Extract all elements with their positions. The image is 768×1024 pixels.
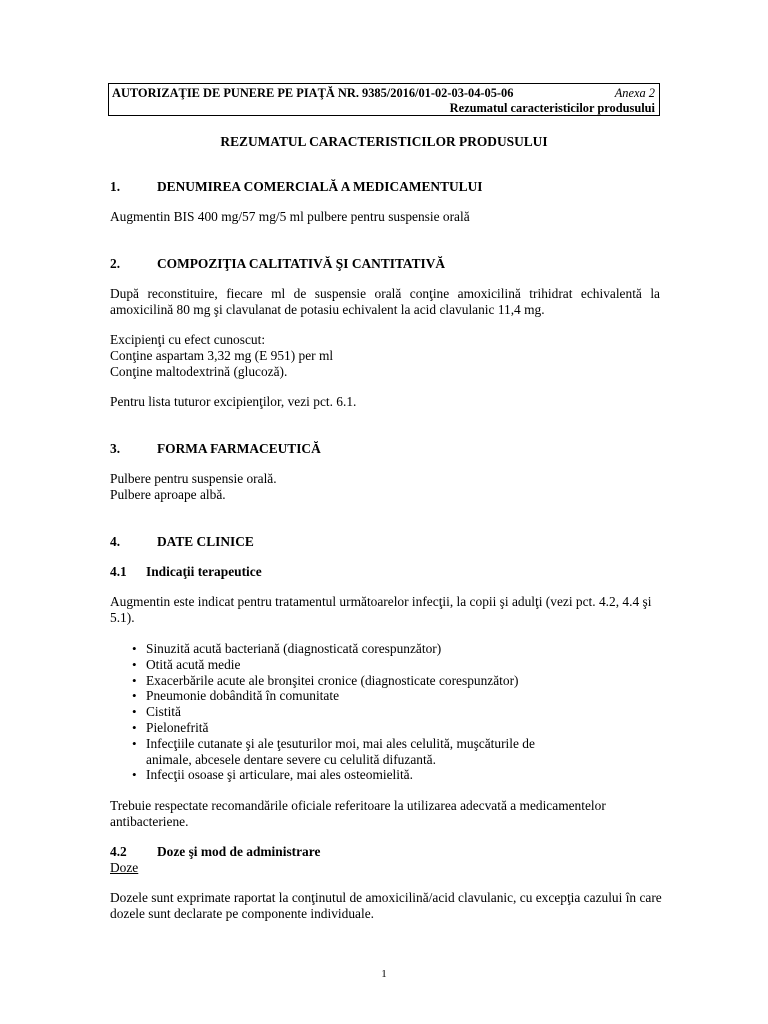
document-title: REZUMATUL CARACTERISTICILOR PRODUSULUI [220, 134, 548, 149]
excipients-reference: Pentru lista tuturor excipienţilor, vezi pct. 6.1. [110, 394, 357, 409]
product-name-text: Augmentin BIS 400 mg/57 mg/5 ml pulbere pentru suspensie orală [110, 209, 470, 224]
section-title: COMPOZIŢIA CALITATIVĂ ŞI CANTITATIVĂ [157, 256, 446, 271]
list-item: • Cistită [110, 704, 670, 720]
excipient-maltodextrin: Conţine maltodextrină (glucoză). [110, 364, 288, 379]
list-item: • Sinuzită acută bacteriană (diagnosticată corespunzător) [110, 641, 670, 657]
excipient-aspartam: Conţine aspartam 3,32 mg (E 951) per ml [110, 348, 334, 363]
indications-closing: Trebuie respectate recomandările oficiale referitoare la utilizarea adecvată a medicamentelor antibacteriene. [110, 798, 606, 829]
section-title: DATE CLINICE [157, 534, 254, 549]
section-number: 3. [110, 441, 121, 456]
section-title: FORMA FARMACEUTICĂ [157, 441, 321, 456]
section-4-heading [110, 534, 254, 550]
header-box [108, 83, 660, 116]
composition-paragraph: După reconstituire, fiecare ml de suspensie orală conţine amoxicilină trihidrat echivalentă la amoxicilină 80 mg şi clavulanat de potasiu echivalent la acid clavulanic 11,4 mg. [110, 286, 660, 317]
excipients-label: Excipienţi cu efect cunoscut: [110, 332, 266, 347]
list-item: • Pneumonie dobândită în comunitate [110, 688, 670, 704]
annex-title: Rezumatul caracteristicilor produsului [449, 101, 655, 115]
section-number: 2. [110, 256, 121, 271]
section-4-1-heading [110, 564, 262, 580]
list-item: • Infecţiile cutanate şi ale ţesuturilor moi, mai ales celulită, muşcăturile de animale, abcesele dentare severe cu celulită difuzantă. [110, 736, 670, 768]
section-2-heading [110, 256, 445, 272]
indications-intro: Augmentin este indicat pentru tratamentul următoarelor infecţii, la copii şi adulţi (vezi pct. 4.2, 4.4 şi 5.1). [110, 594, 652, 625]
section-1-heading [110, 179, 483, 195]
list-item: • Otită acută medie [110, 657, 670, 673]
doses-sublabel: Doze [110, 860, 139, 875]
subsection-number: 4.2 [110, 844, 127, 859]
section-title: DENUMIREA COMERCIALĂ A MEDICAMENTULUI [157, 179, 483, 194]
section-4-2-heading [110, 844, 320, 860]
subsection-title: Doze şi mod de administrare [157, 844, 321, 859]
indications-list [110, 641, 670, 783]
annex-label: Anexa 2 [614, 86, 655, 100]
subsection-title: Indicaţii terapeutice [146, 564, 262, 579]
subsection-number: 4.1 [110, 564, 127, 579]
page-number: 1 [381, 968, 387, 980]
section-number: 4. [110, 534, 121, 549]
list-item: • Exacerbările acute ale bronşitei cronice (diagnosticate corespunzător) [110, 673, 670, 689]
list-item: • Infecţii osoase şi articulare, mai ales osteomielită. [110, 767, 670, 783]
pharmaceutical-form-line-1: Pulbere pentru suspensie orală. [110, 471, 277, 486]
doses-paragraph: Dozele sunt exprimate raportat la conţinutul de amoxicilină/acid clavulanic, cu excepţia cazului în care dozele sunt declarate pe componente individuale. [110, 890, 662, 921]
section-3-heading [110, 441, 321, 457]
authorization-number: AUTORIZAŢIE DE PUNERE PE PIAŢĂ NR. 9385/2016/01-02-03-04-05-06 [112, 86, 514, 100]
list-item: • Pielonefrită [110, 720, 670, 736]
pharmaceutical-form-line-2: Pulbere aproape albă. [110, 487, 226, 502]
section-number: 1. [110, 179, 121, 194]
